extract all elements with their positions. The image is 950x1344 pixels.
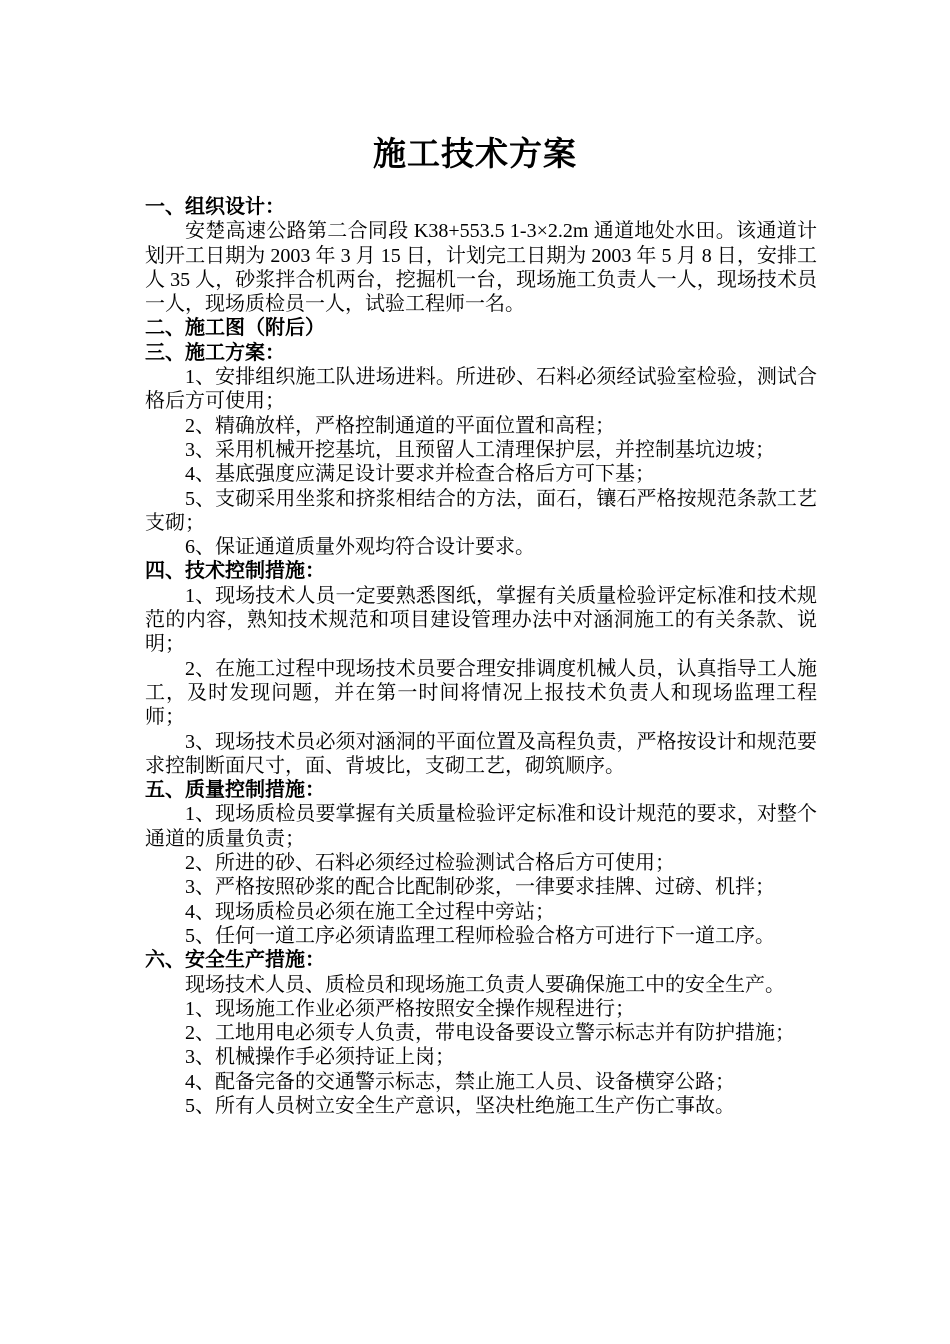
paragraph: 4、基底强度应满足设计要求并检查合格后方可下基； bbox=[185, 463, 655, 486]
paragraph: 3、严格按照砂浆的配合比配制砂浆，一律要求挂牌、过磅、机拌； bbox=[185, 876, 775, 899]
section-heading: 三、施工方案： bbox=[145, 341, 285, 364]
section bbox=[145, 778, 817, 948]
section-heading: 五、质量控制措施： bbox=[145, 779, 325, 802]
paragraph: 5、支砌采用坐浆和挤浆相结合的方法，面石，镶石严格按规范条款工艺支砌； bbox=[145, 487, 817, 534]
paragraph: 3、机械操作手必须持证上岗； bbox=[185, 1046, 455, 1069]
paragraph: 1、安排组织施工队进场进料。所进砂、石料必须经试验室检验，测试合格后方可使用； bbox=[145, 366, 817, 413]
paragraph: 3、现场技术员必须对涵洞的平面位置及高程负责，严格按设计和规范要求控制断面尺寸，面、背坡比，支砌工艺，砌筑顺序。 bbox=[145, 730, 817, 777]
section-heading: 六、安全生产措施： bbox=[145, 949, 325, 972]
paragraph: 3、采用机械开挖基坑，且预留人工清理保护层，并控制基坑边坡； bbox=[185, 438, 775, 461]
section bbox=[145, 341, 817, 560]
paragraph: 1、现场施工作业必须严格按照安全操作规程进行； bbox=[185, 997, 635, 1020]
paragraph: 安楚高速公路第二合同段 K38+553.5 1-3×2.2m 通道地处水田。该通道计划开工日期为 2003 年 3 月 15 日，计划完工日期为 2003 年 5 月 8 日，安排工人 35 人，砂浆拌合机两台，挖掘机一台，现场施工负责人一人，现场技术员一人，现场质检员一人，试验工程师一名。 bbox=[145, 220, 817, 316]
paragraph: 4、现场质检员必须在施工全过程中旁站； bbox=[185, 900, 555, 923]
paragraph: 2、精确放样，严格控制通道的平面位置和高程； bbox=[185, 414, 615, 437]
paragraph: 1、现场技术人员一定要熟悉图纸，掌握有关质量检验评定标准和技术规范的内容，熟知技术规范和项目建设管理办法中对涵洞施工的有关条款、说明； bbox=[145, 584, 817, 656]
section-heading: 四、技术控制措施： bbox=[145, 560, 325, 583]
paragraph: 2、在施工过程中现场技术员要合理安排调度机械人员，认真指导工人施工，及时发现问题，并在第一时间将情况上报技术负责人和现场监理工程师； bbox=[145, 657, 817, 729]
document-title: 施工技术方案 bbox=[373, 137, 577, 173]
paragraph: 1、现场质检员要掌握有关质量检验评定标准和设计规范的要求，对整个通道的质量负责； bbox=[145, 803, 817, 850]
paragraph: 4、配备完备的交通警示标志，禁止施工人员、设备横穿公路； bbox=[185, 1070, 735, 1093]
paragraph: 2、所进的砂、石料必须经过检验测试合格后方可使用； bbox=[185, 852, 675, 875]
section bbox=[145, 559, 817, 778]
section-heading: 一、组织设计： bbox=[145, 196, 285, 218]
document-body bbox=[145, 195, 817, 1118]
paragraph: 5、所有人员树立安全生产意识，坚决杜绝施工生产伤亡事故。 bbox=[185, 1094, 735, 1117]
paragraph: 5、任何一道工序必须请监理工程师检验合格方可进行下一道工序。 bbox=[185, 924, 775, 947]
section-heading: 二、施工图（附后） bbox=[145, 317, 325, 340]
paragraph: 2、工地用电必须专人负责，带电设备要设立警示标志并有防护措施； bbox=[185, 1022, 795, 1045]
section bbox=[145, 948, 817, 1118]
paragraph: 现场技术人员、质检员和现场施工负责人要确保施工中的安全生产。 bbox=[185, 973, 785, 996]
section bbox=[145, 316, 817, 340]
section bbox=[145, 195, 817, 316]
paragraph: 6、保证通道质量外观均符合设计要求。 bbox=[185, 536, 535, 559]
